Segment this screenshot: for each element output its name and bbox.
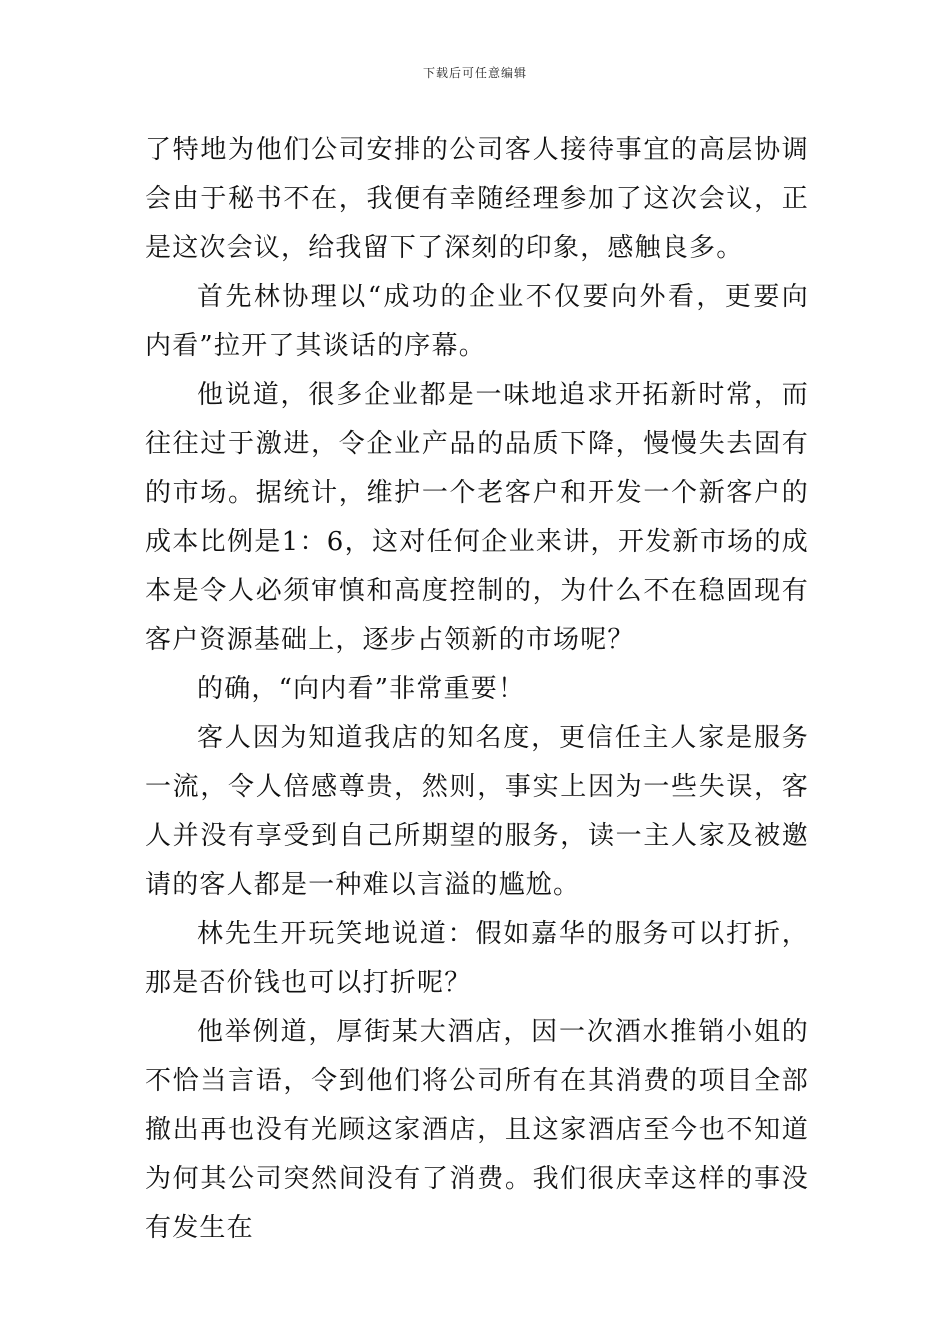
paragraph-3: 他说道，很多企业都是一味地追求开拓新时常，而往往过于激进，令企业产品的品质下降，慢慢失去固有的市场。据统计，维护一个老客户和开发一个新客户的成本比例是1：6，这对任何企业来讲，开发新市场的成本是令人必须审慎和高度控制的，为什么不在稳固现有客户资源基础上，逐步占领新的市场呢？ [145, 380, 809, 655]
paragraph-6: 林先生开玩笑地说道：假如嘉华的服务可以打折，那是否价钱也可以打折呢？ [145, 919, 809, 998]
document-body [145, 126, 809, 1253]
paragraph-5: 客人因为知道我店的知名度，更信任主人家是服务一流，令人倍感尊贵，然则，事实上因为一些失误，客人并没有享受到自己所期望的服务，读一主人家及被邀请的客人都是一种难以言溢的尴尬。 [145, 723, 809, 900]
paragraph-4: 的确，“向内看”非常重要！ [197, 674, 526, 704]
paragraph-7: 他举例道，厚街某大酒店，因一次酒水推销小姐的不恰当言语，令到他们将公司所有在其消费的项目全部撤出再也没有光顾这家酒店，且这家酒店至今也不知道为何其公司突然间没有了消费。我们很庆幸这样的事没有发生在 [145, 1017, 809, 1243]
paragraph-1: 了特地为他们公司安排的公司客人接待事宜的高层协调会由于秘书不在，我便有幸随经理参加了这次会议，正是这次会议，给我留下了深刻的印象，感触良多。 [145, 135, 809, 263]
paragraph-2: 首先林协理以“成功的企业不仅要向外看，更要向内看”拉开了其谈话的序幕。 [145, 282, 809, 361]
page-header: 下载后可任意编辑 [422, 66, 527, 80]
